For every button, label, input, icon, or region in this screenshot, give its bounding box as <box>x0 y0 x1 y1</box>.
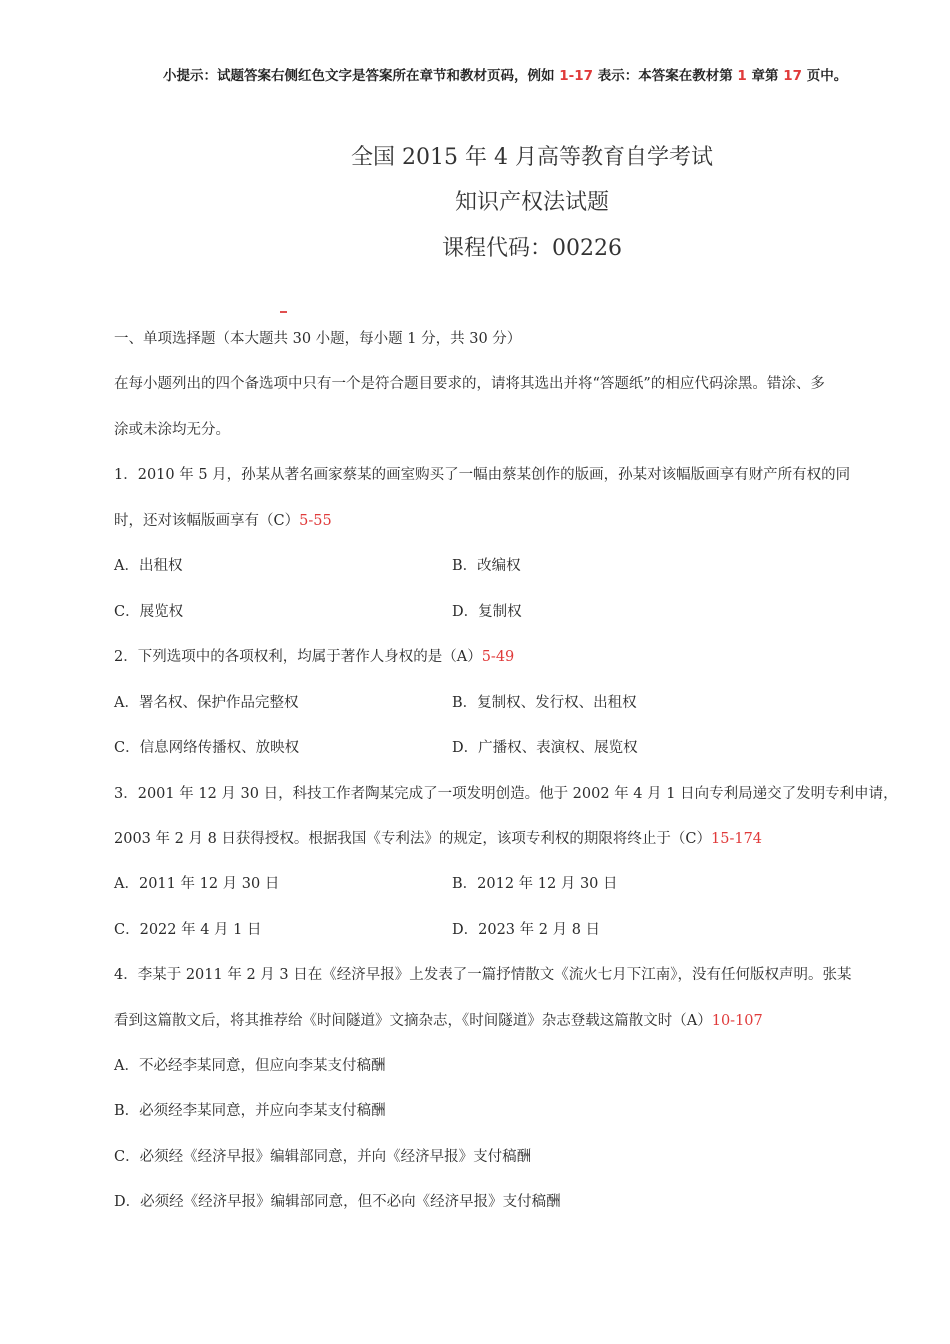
q4-page-ref: 10-107 <box>711 1013 763 1029</box>
q1-page-ref: 5-55 <box>299 513 332 529</box>
q2-page-ref: 5-49 <box>481 649 515 665</box>
tip-text-2: 表示：本答案在教材第 <box>593 68 738 84</box>
tip-example-ref: 1-17 <box>559 68 593 84</box>
instructions-line-1: 在每小题列出的四个备选项中只有一个是符合题目要求的，请将其选出并将“答题纸”的相应代码涂黑。错涂、多 <box>114 376 825 392</box>
exam-subject: 知识产权法试题 <box>454 190 609 215</box>
q1-stem-line-2 <box>114 509 332 530</box>
q3-option-b: B．2012 年 12 月 30 日 <box>452 876 618 892</box>
q2-option-a: A．署名权、保护作品完整权 <box>114 695 299 711</box>
q3-stem-line-1: 3．2001 年 12 月 30 日，科技工作者陶某完成了一项发明创造。他于 2002 年 4 月 1 日向专利局递交了发明专利申请， <box>114 786 898 802</box>
q4-option-b: B．必须经李某同意，并应向李某支付稿酬 <box>114 1103 386 1119</box>
q4-option-c: C．必须经《经济早报》编辑部同意，并向《经济早报》支付稿酬 <box>114 1149 532 1165</box>
q1-stem-line-1: 1．2010 年 5 月，孙某从著名画家蔡某的画室购买了一幅由蔡某创作的版画，孙某对该幅版画享有财产所有权的同 <box>114 467 851 483</box>
q1-option-a: A．出租权 <box>114 558 183 574</box>
q3-stem-line-2 <box>114 827 762 848</box>
q4-stem-text: 看到这篇散文后，将其推荐给《时间隧道》文摘杂志，《时间隧道》杂志登载这篇散文时（A） <box>114 1013 712 1029</box>
instructions-line-2: 涂或未涂均无分。 <box>114 422 230 438</box>
q3-option-d: D．2023 年 2 月 8 日 <box>452 922 601 938</box>
tip-page: 17 <box>783 68 803 84</box>
q3-option-c: C．2022 年 4 月 1 日 <box>114 922 262 938</box>
answer-tip <box>163 64 847 84</box>
tip-text-3: 章第 <box>746 68 784 84</box>
course-code: 课程代码：00226 <box>442 236 622 261</box>
q1-option-c: C．展览权 <box>114 604 184 620</box>
q4-stem-line-2 <box>114 1009 763 1030</box>
tip-text-4: 页中。 <box>802 68 848 84</box>
q4-stem-line-1: 4．李某于 2011 年 2 月 3 日在《经济早报》上发表了一篇抒情散文《流火七月下江南》，没有任何版权声明。张某 <box>114 967 852 983</box>
q2-option-d: D．广播权、表演权、展览权 <box>452 740 638 756</box>
q2-stem-text: 2．下列选项中的各项权利，均属于著作人身权的是（A） <box>114 649 482 665</box>
q1-option-d: D．复制权 <box>452 604 522 620</box>
q1-stem-text: 时，还对该幅版画享有（C） <box>114 513 300 529</box>
tip-text-1: 小提示：试题答案右侧红色文字是答案所在章节和教材页码，例如 <box>163 68 560 84</box>
q4-option-d: D．必须经《经济早报》编辑部同意，但不必向《经济早报》支付稿酬 <box>114 1194 561 1210</box>
red-mark <box>280 311 287 313</box>
q3-page-ref: 15-174 <box>711 831 763 847</box>
section-heading: 一、单项选择题（本大题共 30 小题，每小题 1 分，共 30 分） <box>114 331 522 347</box>
exam-title: 全国 2015 年 4 月高等教育自学考试 <box>351 145 713 170</box>
q3-stem-text: 2003 年 2 月 8 日获得授权。根据我国《专利法》的规定，该项专利权的期限将终止于（C） <box>114 831 711 847</box>
q3-option-a: A．2011 年 12 月 30 日 <box>114 876 280 892</box>
q4-option-a: A．不必经李某同意，但应向李某支付稿酬 <box>114 1058 386 1074</box>
q2-stem-line-1 <box>114 645 514 666</box>
q2-option-b: B．复制权、发行权、出租权 <box>452 695 637 711</box>
q2-option-c: C．信息网络传播权、放映权 <box>114 740 300 756</box>
tip-chapter: 1 <box>737 68 747 84</box>
q1-option-b: B．改编权 <box>452 558 521 574</box>
